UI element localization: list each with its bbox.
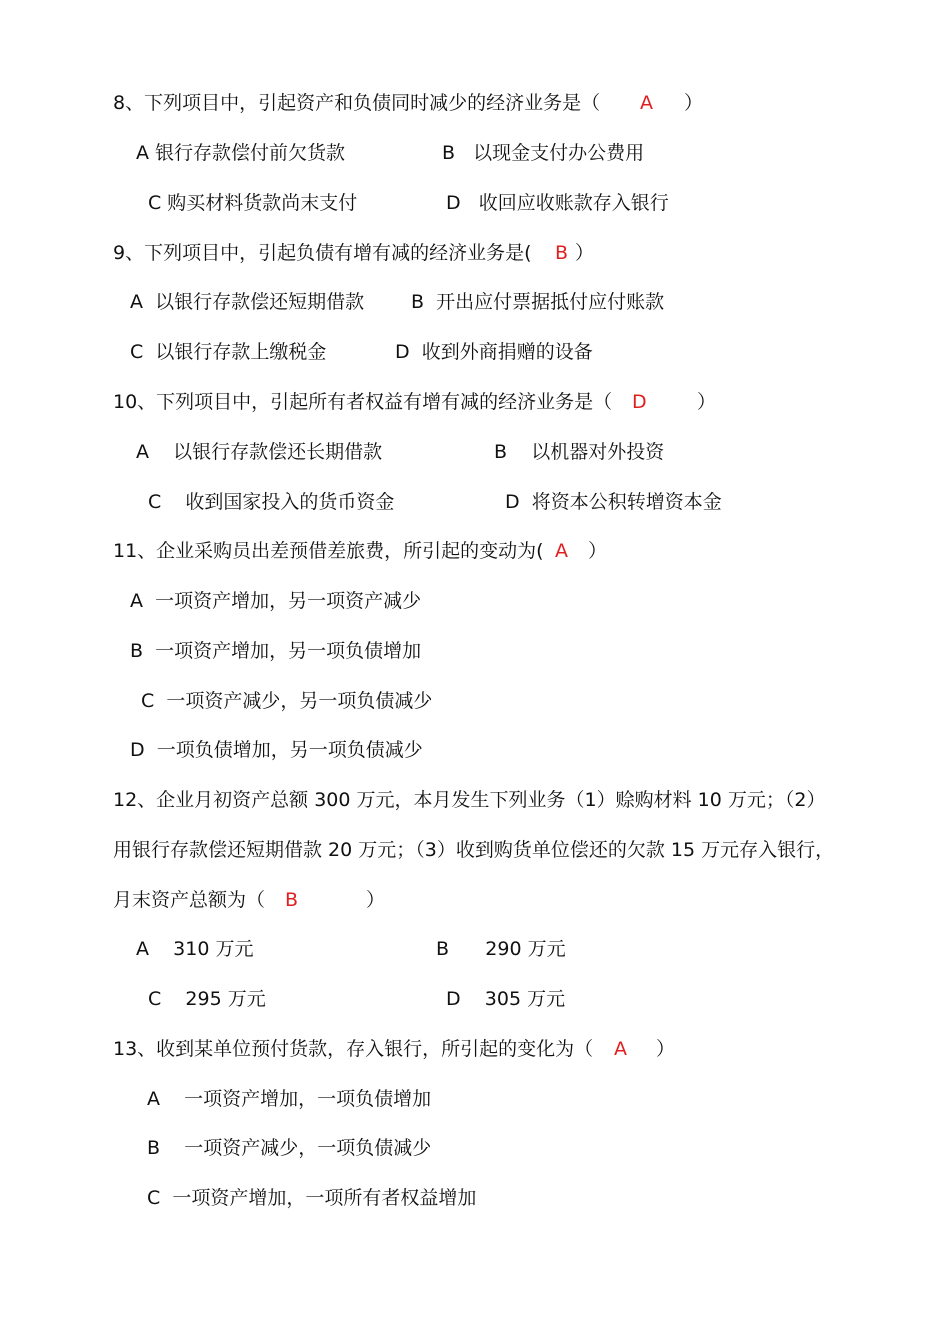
q11-option-b: B 一项资产增加，另一项负债增加 xyxy=(130,640,422,662)
q11-option-d: D 一项负债增加，另一项负债减少 xyxy=(130,739,423,761)
q12-option-c: C 295 万元 xyxy=(148,988,266,1010)
q12-close: ） xyxy=(366,889,386,911)
q11-option-c: C 一项资产减少，另一项负债减少 xyxy=(141,690,433,712)
q13-answer: A xyxy=(614,1038,627,1060)
q10-option-b: B 以机器对外投资 xyxy=(494,441,665,463)
q10-answer: D xyxy=(632,391,647,413)
q9-stem: 9、下列项目中，引起负债有增有减的经济业务是( xyxy=(113,242,532,264)
q10-option-a: A 以银行存款偿还长期借款 xyxy=(136,441,383,463)
q9-option-d: D 收到外商捐赠的设备 xyxy=(395,341,593,363)
q11-answer: A xyxy=(555,540,568,562)
q9-option-c: C 以银行存款上缴税金 xyxy=(130,341,327,363)
q8-option-c: C 购买材料货款尚末支付 xyxy=(148,192,358,214)
q12-stem-line3: 月末资产总额为（ xyxy=(113,889,266,911)
q9-close: ） xyxy=(575,242,595,264)
q9-option-a: A 以银行存款偿还短期借款 xyxy=(130,291,365,313)
q13-close: ） xyxy=(656,1038,676,1060)
q8-stem: 8、下列项目中，引起资产和负债同时减少的经济业务是（ xyxy=(113,92,601,114)
q9-answer: B xyxy=(555,242,569,264)
q12-stem-line2: 用银行存款偿还短期借款 20 万元；（3）收到购货单位偿还的欠款 15 万元存入银行， xyxy=(113,839,835,861)
q11-option-a: A 一项资产增加，另一项资产减少 xyxy=(130,590,422,612)
q13-option-b: B 一项资产减少，一项负债减少 xyxy=(147,1137,432,1159)
q12-option-b: B 290 万元 xyxy=(436,938,566,960)
q10-option-c: C 收到国家投入的货币资金 xyxy=(148,491,395,513)
q12-answer: B xyxy=(285,889,299,911)
q8-option-d: D 收回应收账款存入银行 xyxy=(446,192,669,214)
q13-option-a: A 一项资产增加，一项负债增加 xyxy=(147,1088,432,1110)
q13-stem: 13、收到某单位预付货款，存入银行，所引起的变化为（ xyxy=(113,1038,594,1060)
q12-option-a: A 310 万元 xyxy=(136,938,254,960)
q13-option-c: C 一项资产增加，一项所有者权益增加 xyxy=(147,1187,477,1209)
q12-option-d: D 305 万元 xyxy=(446,988,566,1010)
q10-close: ） xyxy=(697,391,717,413)
q8-close: ） xyxy=(684,92,704,114)
q11-stem: 11、企业采购员出差预借差旅费，所引起的变动为( xyxy=(113,540,544,562)
q11-close: ） xyxy=(588,540,608,562)
q8-answer: A xyxy=(640,92,653,114)
q12-stem-line1: 12、企业月初资产总额 300 万元，本月发生下列业务（1）赊购材料 10 万元；（2） xyxy=(113,789,826,811)
q10-option-d: D 将资本公积转增资本金 xyxy=(505,491,722,513)
q8-option-b: B 以现金支付办公费用 xyxy=(442,142,645,164)
q10-stem: 10、下列项目中，引起所有者权益有增有减的经济业务是（ xyxy=(113,391,613,413)
q9-option-b: B 开出应付票据抵付应付账款 xyxy=(411,291,665,313)
q8-option-a: A 银行存款偿付前欠货款 xyxy=(136,142,346,164)
